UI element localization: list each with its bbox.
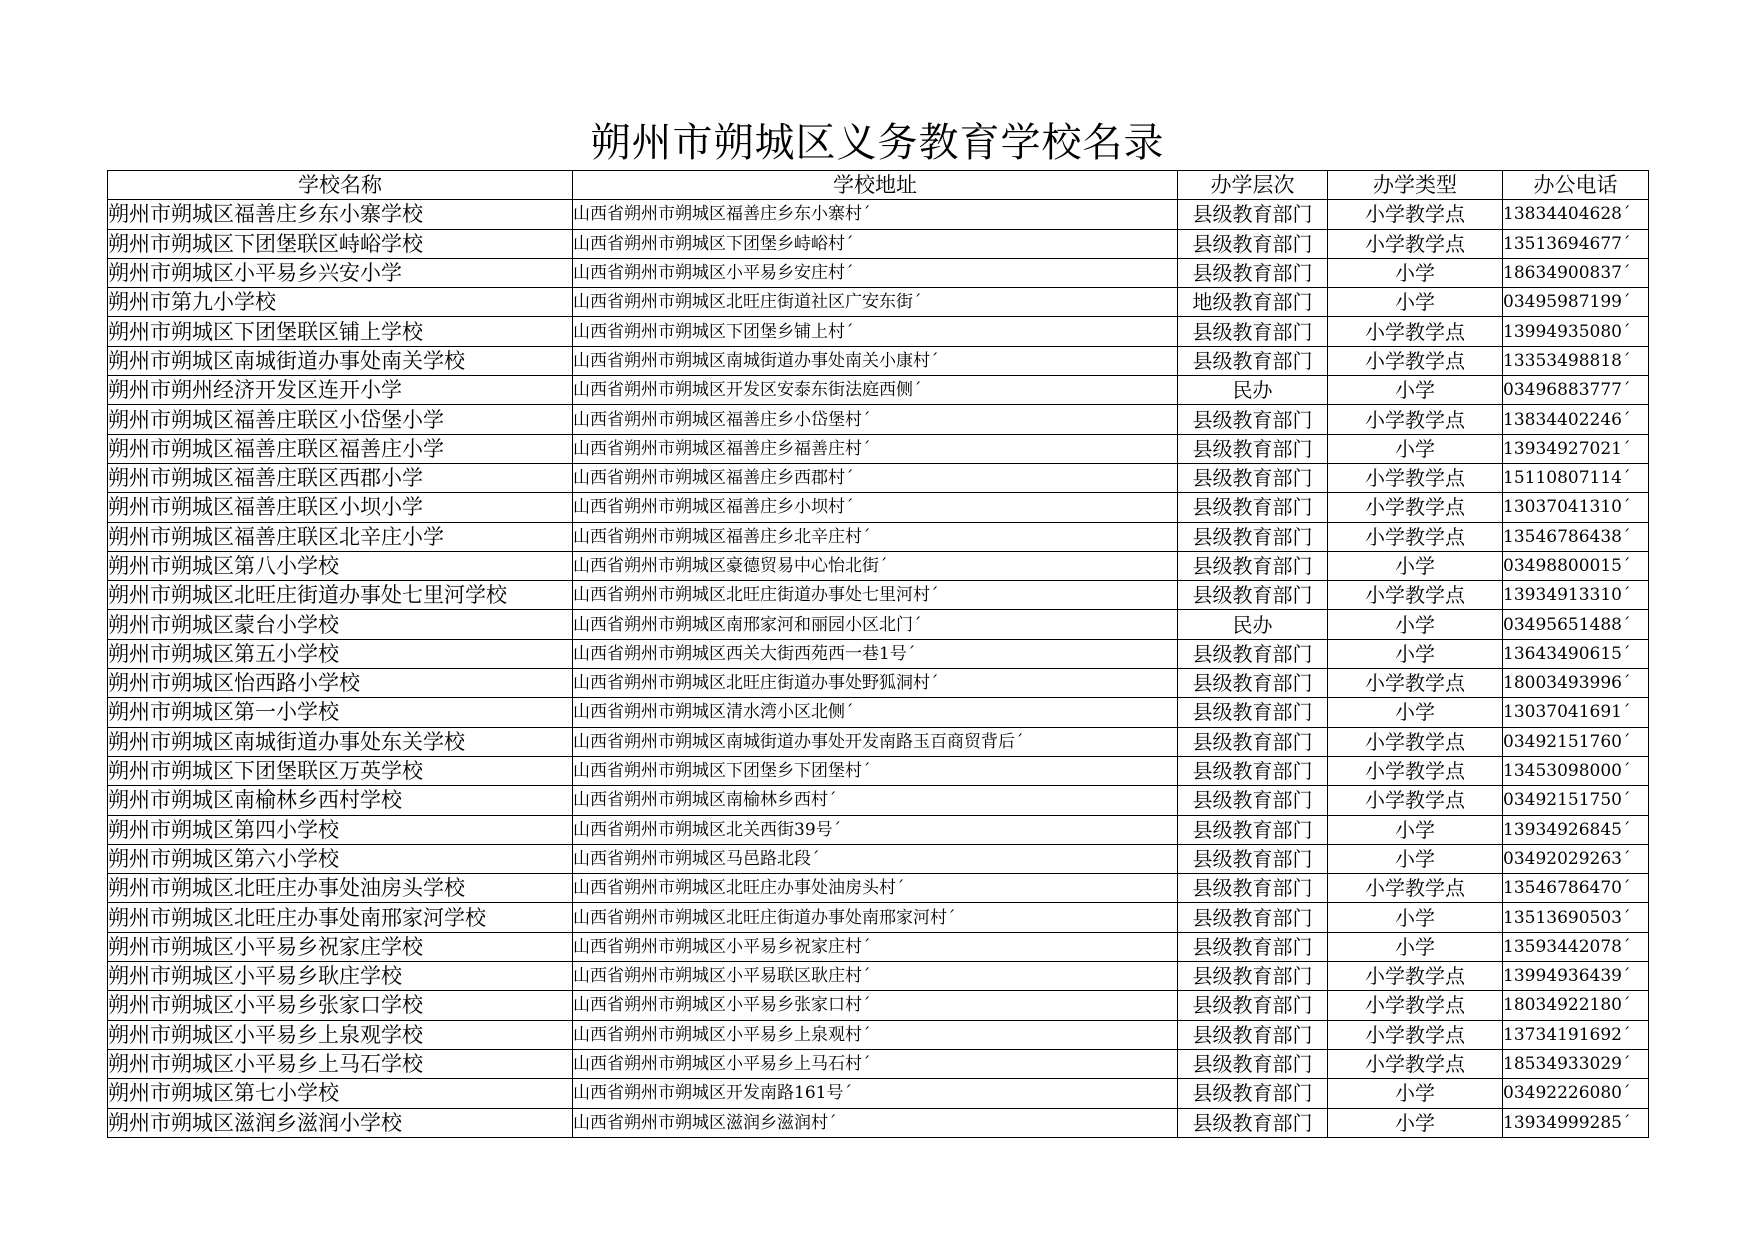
school-name-cell: 朔州市朔城区小平易乡上马石学校: [108, 1049, 573, 1078]
school-type-cell: 小学: [1328, 376, 1503, 405]
office-phone-cell: 13037041691´: [1503, 698, 1649, 727]
school-level-cell: 县级教育部门: [1178, 1049, 1328, 1078]
office-phone-cell: 13934927021´: [1503, 434, 1649, 463]
school-address-cell: 山西省朔州市朔城区小平易乡上泉观村´: [573, 1020, 1178, 1049]
column-header-office-phone: 办公电话: [1503, 171, 1649, 200]
school-type-cell: 小学: [1328, 610, 1503, 639]
table-row: [108, 581, 1649, 610]
office-phone-cell: 13593442078´: [1503, 932, 1649, 961]
column-header-school-level: 办学层次: [1178, 171, 1328, 200]
school-level-cell: 县级教育部门: [1178, 786, 1328, 815]
table-row: [108, 786, 1649, 815]
table-row: [108, 962, 1649, 991]
office-phone-cell: 18534933029´: [1503, 1049, 1649, 1078]
school-name-cell: 朔州市朔城区第五小学校: [108, 639, 573, 668]
school-level-cell: 县级教育部门: [1178, 434, 1328, 463]
school-name-cell: 朔州市朔城区福善庄联区小岱堡小学: [108, 405, 573, 434]
school-address-cell: 山西省朔州市朔城区清水湾小区北侧´: [573, 698, 1178, 727]
office-phone-cell: 13994935080´: [1503, 317, 1649, 346]
school-name-cell: 朔州市朔城区小平易乡兴安小学: [108, 258, 573, 287]
table-row: [108, 229, 1649, 258]
office-phone-cell: 13513694677´: [1503, 229, 1649, 258]
school-type-cell: 小学教学点: [1328, 786, 1503, 815]
office-phone-cell: 13834402246´: [1503, 405, 1649, 434]
school-type-cell: 小学: [1328, 903, 1503, 932]
school-address-cell: 山西省朔州市朔城区小平易联区耿庄村´: [573, 962, 1178, 991]
office-phone-cell: 18034922180´: [1503, 991, 1649, 1020]
school-name-cell: 朔州市朔城区第四小学校: [108, 815, 573, 844]
school-address-cell: 山西省朔州市朔城区北旺庄街道社区广安东街´: [573, 288, 1178, 317]
school-name-cell: 朔州市朔城区小平易乡耿庄学校: [108, 962, 573, 991]
table-row: [108, 874, 1649, 903]
school-address-cell: 山西省朔州市朔城区滋润乡滋润村´: [573, 1108, 1178, 1137]
school-type-cell: 小学: [1328, 932, 1503, 961]
school-address-cell: 山西省朔州市朔城区小平易乡上马石村´: [573, 1049, 1178, 1078]
school-address-cell: 山西省朔州市朔城区小平易乡张家口村´: [573, 991, 1178, 1020]
school-name-cell: 朔州市朔城区北旺庄办事处油房头学校: [108, 874, 573, 903]
table-row: [108, 844, 1649, 873]
school-address-cell: 山西省朔州市朔城区下团堡乡峙峪村´: [573, 229, 1178, 258]
school-level-cell: 县级教育部门: [1178, 1079, 1328, 1108]
table-row: [108, 493, 1649, 522]
table-row: [108, 1079, 1649, 1108]
school-type-cell: 小学: [1328, 698, 1503, 727]
school-address-cell: 山西省朔州市朔城区豪德贸易中心怡北街´: [573, 551, 1178, 580]
office-phone-cell: 18003493996´: [1503, 669, 1649, 698]
school-type-cell: 小学教学点: [1328, 200, 1503, 229]
school-level-cell: 县级教育部门: [1178, 405, 1328, 434]
school-address-cell: 山西省朔州市朔城区下团堡乡下团堡村´: [573, 756, 1178, 785]
table-row: [108, 317, 1649, 346]
school-name-cell: 朔州市第九小学校: [108, 288, 573, 317]
school-type-cell: 小学: [1328, 1108, 1503, 1137]
school-address-cell: 山西省朔州市朔城区北旺庄街道办事处七里河村´: [573, 581, 1178, 610]
school-level-cell: 县级教育部门: [1178, 698, 1328, 727]
office-phone-cell: 03495987199´: [1503, 288, 1649, 317]
school-name-cell: 朔州市朔城区第八小学校: [108, 551, 573, 580]
school-type-cell: 小学教学点: [1328, 962, 1503, 991]
school-level-cell: 县级教育部门: [1178, 962, 1328, 991]
school-type-cell: 小学教学点: [1328, 756, 1503, 785]
school-address-cell: 山西省朔州市朔城区南邢家河和丽园小区北门´: [573, 610, 1178, 639]
table-row: [108, 1049, 1649, 1078]
school-address-cell: 山西省朔州市朔城区北旺庄街道办事处野狐洞村´: [573, 669, 1178, 698]
school-type-cell: 小学教学点: [1328, 581, 1503, 610]
office-phone-cell: 13934913310´: [1503, 581, 1649, 610]
school-type-cell: 小学: [1328, 551, 1503, 580]
school-name-cell: 朔州市朔城区南城街道办事处东关学校: [108, 727, 573, 756]
school-address-cell: 山西省朔州市朔城区马邑路北段´: [573, 844, 1178, 873]
office-phone-cell: 03492226080´: [1503, 1079, 1649, 1108]
school-level-cell: 县级教育部门: [1178, 346, 1328, 375]
office-phone-cell: 03492151760´: [1503, 727, 1649, 756]
school-level-cell: 县级教育部门: [1178, 844, 1328, 873]
school-name-cell: 朔州市朔州经济开发区连开小学: [108, 376, 573, 405]
office-phone-cell: 13546786438´: [1503, 522, 1649, 551]
school-type-cell: 小学: [1328, 639, 1503, 668]
school-type-cell: 小学: [1328, 844, 1503, 873]
school-table: [107, 170, 1649, 1138]
office-phone-cell: 03492151750´: [1503, 786, 1649, 815]
school-address-cell: 山西省朔州市朔城区小平易乡祝家庄村´: [573, 932, 1178, 961]
school-level-cell: 县级教育部门: [1178, 229, 1328, 258]
office-phone-cell: 13643490615´: [1503, 639, 1649, 668]
school-address-cell: 山西省朔州市朔城区小平易乡安庄村´: [573, 258, 1178, 287]
school-type-cell: 小学教学点: [1328, 727, 1503, 756]
school-name-cell: 朔州市朔城区福善庄乡东小寨学校: [108, 200, 573, 229]
office-phone-cell: 13037041310´: [1503, 493, 1649, 522]
table-body: [108, 200, 1649, 1138]
table-row: [108, 991, 1649, 1020]
school-level-cell: 县级教育部门: [1178, 991, 1328, 1020]
page-title: 朔州市朔城区义务教育学校名录: [590, 120, 1165, 166]
office-phone-cell: 13934999285´: [1503, 1108, 1649, 1137]
office-phone-cell: 13453098000´: [1503, 756, 1649, 785]
column-header-school-type: 办学类型: [1328, 171, 1503, 200]
school-level-cell: 县级教育部门: [1178, 258, 1328, 287]
school-type-cell: 小学教学点: [1328, 1049, 1503, 1078]
table-row: [108, 669, 1649, 698]
school-level-cell: 民办: [1178, 376, 1328, 405]
school-level-cell: 县级教育部门: [1178, 200, 1328, 229]
school-type-cell: 小学教学点: [1328, 405, 1503, 434]
school-name-cell: 朔州市朔城区蒙台小学校: [108, 610, 573, 639]
school-level-cell: 县级教育部门: [1178, 639, 1328, 668]
table-row: [108, 932, 1649, 961]
office-phone-cell: 13353498818´: [1503, 346, 1649, 375]
table-row: [108, 376, 1649, 405]
school-type-cell: 小学教学点: [1328, 874, 1503, 903]
table-row: [108, 405, 1649, 434]
table-row: [108, 903, 1649, 932]
office-phone-cell: 03498800015´: [1503, 551, 1649, 580]
office-phone-cell: 15110807114´: [1503, 463, 1649, 492]
table-row: [108, 756, 1649, 785]
school-type-cell: 小学教学点: [1328, 346, 1503, 375]
school-address-cell: 山西省朔州市朔城区福善庄乡小岱堡村´: [573, 405, 1178, 434]
school-name-cell: 朔州市朔城区第七小学校: [108, 1079, 573, 1108]
table-row: [108, 200, 1649, 229]
table-row: [108, 258, 1649, 287]
school-address-cell: 山西省朔州市朔城区福善庄乡东小寨村´: [573, 200, 1178, 229]
table-row: [108, 727, 1649, 756]
school-address-cell: 山西省朔州市朔城区福善庄乡小坝村´: [573, 493, 1178, 522]
table-row: [108, 434, 1649, 463]
office-phone-cell: 13513690503´: [1503, 903, 1649, 932]
school-name-cell: 朔州市朔城区小平易乡上泉观学校: [108, 1020, 573, 1049]
school-name-cell: 朔州市朔城区怡西路小学校: [108, 669, 573, 698]
school-name-cell: 朔州市朔城区福善庄联区北辛庄小学: [108, 522, 573, 551]
column-header-school-name: 学校名称: [108, 171, 573, 200]
office-phone-cell: 03496883777´: [1503, 376, 1649, 405]
office-phone-cell: 13834404628´: [1503, 200, 1649, 229]
school-level-cell: 县级教育部门: [1178, 522, 1328, 551]
school-type-cell: 小学: [1328, 1079, 1503, 1108]
school-name-cell: 朔州市朔城区小平易乡祝家庄学校: [108, 932, 573, 961]
school-type-cell: 小学教学点: [1328, 493, 1503, 522]
school-address-cell: 山西省朔州市朔城区北旺庄街道办事处南邢家河村´: [573, 903, 1178, 932]
school-name-cell: 朔州市朔城区小平易乡张家口学校: [108, 991, 573, 1020]
school-address-cell: 山西省朔州市朔城区福善庄乡西郡村´: [573, 463, 1178, 492]
table-row: [108, 610, 1649, 639]
school-type-cell: 小学教学点: [1328, 522, 1503, 551]
table-row: [108, 288, 1649, 317]
school-address-cell: 山西省朔州市朔城区下团堡乡铺上村´: [573, 317, 1178, 346]
school-address-cell: 山西省朔州市朔城区福善庄乡福善庄村´: [573, 434, 1178, 463]
school-type-cell: 小学教学点: [1328, 991, 1503, 1020]
school-address-cell: 山西省朔州市朔城区南城街道办事处开发南路玉百商贸背后´: [573, 727, 1178, 756]
school-level-cell: 县级教育部门: [1178, 581, 1328, 610]
school-address-cell: 山西省朔州市朔城区福善庄乡北辛庄村´: [573, 522, 1178, 551]
table-row: [108, 551, 1649, 580]
school-name-cell: 朔州市朔城区下团堡联区铺上学校: [108, 317, 573, 346]
school-type-cell: 小学: [1328, 434, 1503, 463]
table-row: [108, 639, 1649, 668]
school-level-cell: 县级教育部门: [1178, 1108, 1328, 1137]
school-level-cell: 县级教育部门: [1178, 727, 1328, 756]
school-type-cell: 小学教学点: [1328, 463, 1503, 492]
school-type-cell: 小学教学点: [1328, 317, 1503, 346]
table-row: [108, 815, 1649, 844]
column-header-school-address: 学校地址: [573, 171, 1178, 200]
school-name-cell: 朔州市朔城区第六小学校: [108, 844, 573, 873]
table-row: [108, 698, 1649, 727]
school-address-cell: 山西省朔州市朔城区南城街道办事处南关小康村´: [573, 346, 1178, 375]
table-row: [108, 346, 1649, 375]
office-phone-cell: 13546786470´: [1503, 874, 1649, 903]
office-phone-cell: 18634900837´: [1503, 258, 1649, 287]
school-address-cell: 山西省朔州市朔城区北关西街39号´: [573, 815, 1178, 844]
table-row: [108, 463, 1649, 492]
school-name-cell: 朔州市朔城区第一小学校: [108, 698, 573, 727]
school-level-cell: 县级教育部门: [1178, 756, 1328, 785]
school-address-cell: 山西省朔州市朔城区西关大街西苑西一巷1号´: [573, 639, 1178, 668]
school-level-cell: 县级教育部门: [1178, 932, 1328, 961]
table-row: [108, 1020, 1649, 1049]
table-header-row: [108, 171, 1649, 200]
school-type-cell: 小学: [1328, 815, 1503, 844]
school-address-cell: 山西省朔州市朔城区北旺庄办事处油房头村´: [573, 874, 1178, 903]
school-level-cell: 地级教育部门: [1178, 288, 1328, 317]
school-level-cell: 县级教育部门: [1178, 1020, 1328, 1049]
school-type-cell: 小学教学点: [1328, 229, 1503, 258]
school-name-cell: 朔州市朔城区南榆林乡西村学校: [108, 786, 573, 815]
school-level-cell: 县级教育部门: [1178, 317, 1328, 346]
school-name-cell: 朔州市朔城区北旺庄办事处南邢家河学校: [108, 903, 573, 932]
school-type-cell: 小学: [1328, 258, 1503, 287]
school-level-cell: 县级教育部门: [1178, 463, 1328, 492]
school-type-cell: 小学教学点: [1328, 669, 1503, 698]
school-address-cell: 山西省朔州市朔城区开发区安泰东街法庭西侧´: [573, 376, 1178, 405]
office-phone-cell: 03495651488´: [1503, 610, 1649, 639]
school-name-cell: 朔州市朔城区滋润乡滋润小学校: [108, 1108, 573, 1137]
office-phone-cell: 13934926845´: [1503, 815, 1649, 844]
school-level-cell: 县级教育部门: [1178, 903, 1328, 932]
school-level-cell: 县级教育部门: [1178, 493, 1328, 522]
table-row: [108, 1108, 1649, 1137]
school-level-cell: 县级教育部门: [1178, 815, 1328, 844]
school-type-cell: 小学教学点: [1328, 1020, 1503, 1049]
table-row: [108, 522, 1649, 551]
school-name-cell: 朔州市朔城区福善庄联区西郡小学: [108, 463, 573, 492]
school-level-cell: 民办: [1178, 610, 1328, 639]
school-level-cell: 县级教育部门: [1178, 874, 1328, 903]
office-phone-cell: 13734191692´: [1503, 1020, 1649, 1049]
school-address-cell: 山西省朔州市朔城区南榆林乡西村´: [573, 786, 1178, 815]
school-level-cell: 县级教育部门: [1178, 669, 1328, 698]
school-name-cell: 朔州市朔城区福善庄联区小坝小学: [108, 493, 573, 522]
office-phone-cell: 13994936439´: [1503, 962, 1649, 991]
office-phone-cell: 03492029263´: [1503, 844, 1649, 873]
school-name-cell: 朔州市朔城区下团堡联区万英学校: [108, 756, 573, 785]
school-type-cell: 小学: [1328, 288, 1503, 317]
school-name-cell: 朔州市朔城区北旺庄街道办事处七里河学校: [108, 581, 573, 610]
school-address-cell: 山西省朔州市朔城区开发南路161号´: [573, 1079, 1178, 1108]
school-name-cell: 朔州市朔城区福善庄联区福善庄小学: [108, 434, 573, 463]
school-name-cell: 朔州市朔城区下团堡联区峙峪学校: [108, 229, 573, 258]
school-level-cell: 县级教育部门: [1178, 551, 1328, 580]
school-name-cell: 朔州市朔城区南城街道办事处南关学校: [108, 346, 573, 375]
